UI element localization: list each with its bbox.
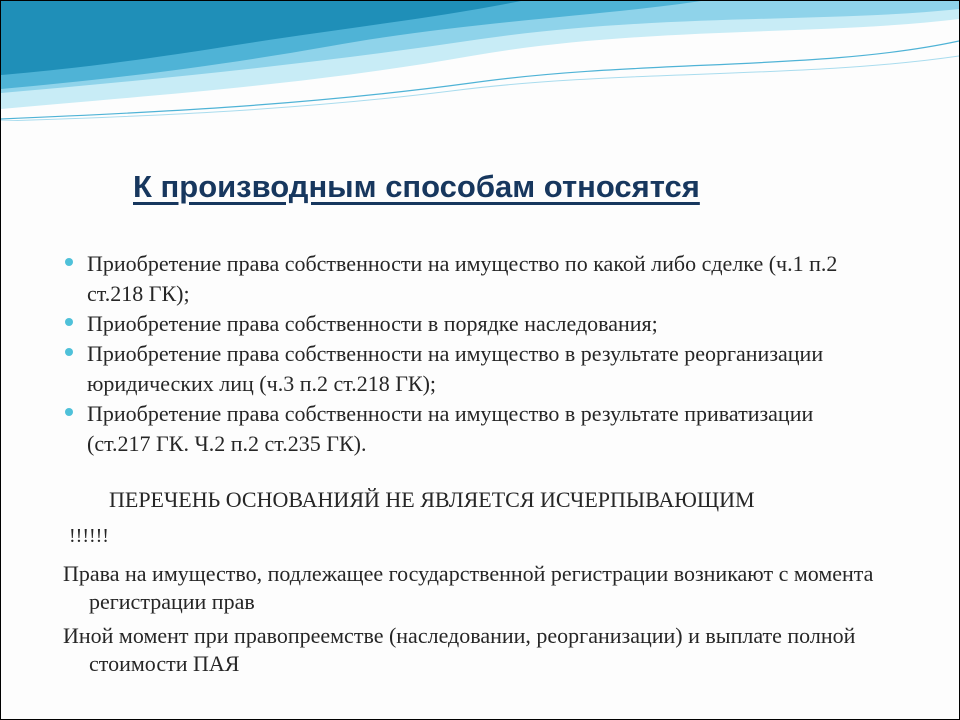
list-item-text: Приобретение права собственности на имущество в результате реорганизации юридических лиц (ч.3 п.2 ст.218 ГК);	[87, 341, 824, 396]
list-item	[61, 249, 861, 309]
list-item	[61, 339, 861, 399]
slide-title: К производным способам относятся	[133, 169, 700, 204]
list-item	[61, 309, 861, 339]
bullet-icon	[65, 318, 73, 326]
exclamation-marks: !!!!!!	[69, 525, 109, 547]
paragraph-succession: Иной момент при правопреемстве (наследовании, реорганизации) и выплате полной стоимости ПАЯ	[63, 623, 856, 676]
list-item-text: Приобретение права собственности на имущество по какой либо сделке (ч.1 п.2 ст.218 ГК);	[87, 251, 838, 306]
list-item	[61, 399, 861, 459]
paragraph-registration: Права на имущество, подлежащее государственной регистрации возникают с момента регистрации прав	[63, 561, 874, 614]
bullet-icon	[65, 348, 73, 356]
bullet-icon	[65, 408, 73, 416]
list-item-text: Приобретение права собственности в порядке наследования;	[87, 311, 658, 336]
wave-decoration	[1, 1, 959, 121]
notice-text: ПЕРЕЧЕНЬ ОСНОВАНИЯЙ НЕ ЯВЛЯЕТСЯ ИСЧЕРПЫВАЮЩИМ	[109, 487, 755, 512]
list-item-text: Приобретение права собственности на имущество в результате приватизации (ст.217 ГК. Ч.2 п.2 ст.235 ГК).	[87, 401, 814, 456]
bullet-icon	[65, 258, 73, 266]
bullet-list	[61, 249, 861, 459]
